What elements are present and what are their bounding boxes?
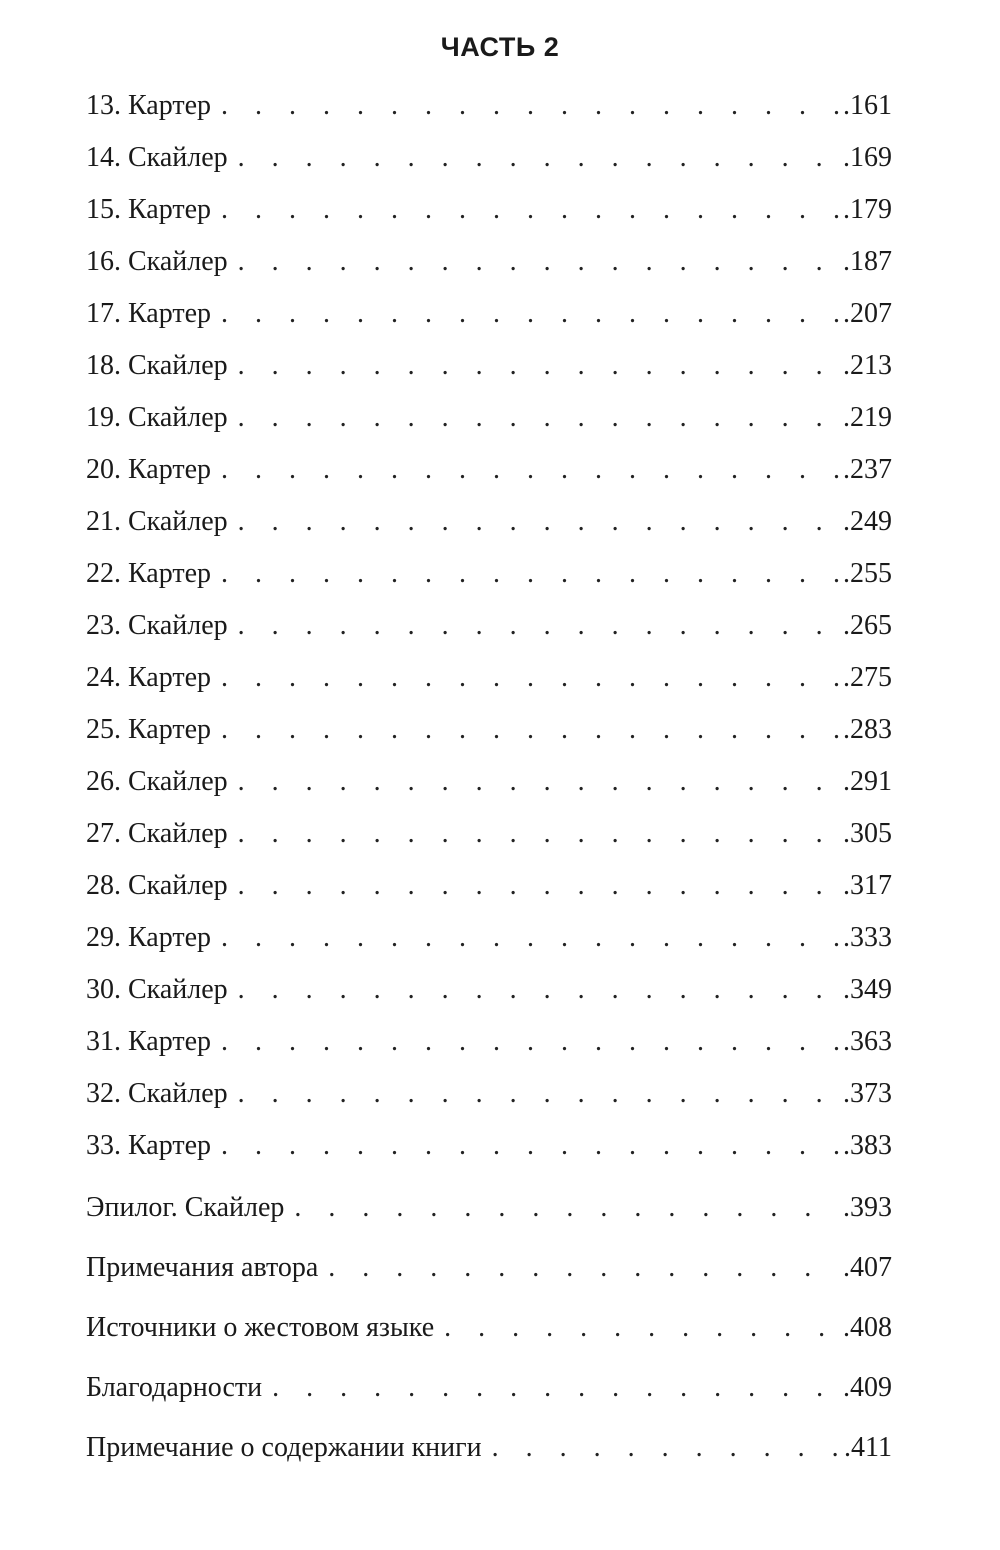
entry-page: .187	[843, 246, 892, 277]
toc-entry[interactable]	[86, 652, 892, 704]
entry-page: .249	[843, 506, 892, 537]
entry-title: 14. Скайлер	[86, 142, 228, 173]
entry-title: 33. Картер	[86, 1130, 212, 1161]
entry-page: .213	[843, 350, 892, 381]
entry-page: .237	[843, 454, 892, 485]
entry-title: 29. Картер	[86, 922, 212, 953]
entry-page: .265	[843, 610, 892, 641]
toc-entry[interactable]	[86, 704, 892, 756]
table-of-contents	[86, 80, 892, 1478]
entry-page: .255	[843, 558, 892, 589]
dot-leader	[238, 496, 839, 548]
dot-leader	[444, 1298, 839, 1358]
toc-entry[interactable]	[86, 548, 892, 600]
toc-entry[interactable]	[86, 1120, 892, 1172]
dot-leader	[294, 1178, 839, 1238]
toc-entry[interactable]	[86, 288, 892, 340]
entry-title: 19. Скайлер	[86, 402, 228, 433]
dot-leader	[238, 756, 839, 808]
dot-leader	[221, 444, 839, 496]
entry-title: 28. Скайлер	[86, 870, 228, 901]
toc-entry[interactable]	[86, 912, 892, 964]
toc-entry[interactable]	[86, 808, 892, 860]
entry-title: Эпилог. Скайлер	[86, 1192, 285, 1223]
dot-leader	[221, 1016, 839, 1068]
dot-leader	[238, 1068, 839, 1120]
entry-page: .383	[843, 1130, 892, 1161]
toc-entry[interactable]	[86, 392, 892, 444]
toc-extra-entry[interactable]	[86, 1418, 892, 1478]
entry-page: .179	[843, 194, 892, 225]
entry-title: 18. Скайлер	[86, 350, 228, 381]
entry-page: .305	[843, 818, 892, 849]
dot-leader	[221, 912, 839, 964]
dot-leader	[238, 132, 839, 184]
toc-extra-entry[interactable]	[86, 1298, 892, 1358]
toc-entry[interactable]	[86, 600, 892, 652]
dot-leader	[238, 600, 839, 652]
entry-title: Примечание о содержании книги	[86, 1432, 482, 1463]
dot-leader	[238, 860, 839, 912]
entry-page: .291	[843, 766, 892, 797]
toc-entry[interactable]	[86, 1016, 892, 1068]
entry-page: .409	[843, 1372, 892, 1403]
dot-leader	[221, 288, 839, 340]
dot-leader	[492, 1418, 840, 1478]
dot-leader	[238, 340, 839, 392]
entry-page: .393	[843, 1192, 892, 1223]
dot-leader	[221, 548, 839, 600]
toc-entry[interactable]	[86, 1068, 892, 1120]
entry-page: .169	[843, 142, 892, 173]
dot-leader	[272, 1358, 839, 1418]
toc-entry[interactable]	[86, 132, 892, 184]
entry-page: .161	[843, 90, 892, 121]
toc-entry[interactable]	[86, 496, 892, 548]
entry-title: 26. Скайлер	[86, 766, 228, 797]
entry-title: 24. Картер	[86, 662, 212, 693]
toc-entry[interactable]	[86, 964, 892, 1016]
toc-entry[interactable]	[86, 860, 892, 912]
entry-title: 27. Скайлер	[86, 818, 228, 849]
entry-page: .333	[843, 922, 892, 953]
dot-leader	[221, 1120, 839, 1172]
entry-page: .349	[843, 974, 892, 1005]
entry-title: 15. Картер	[86, 194, 212, 225]
entry-title: 25. Картер	[86, 714, 212, 745]
entry-title: 21. Скайлер	[86, 506, 228, 537]
entry-page: .363	[843, 1026, 892, 1057]
entry-title: 31. Картер	[86, 1026, 212, 1057]
entry-title: 23. Скайлер	[86, 610, 228, 641]
dot-leader	[238, 236, 839, 288]
part-title: ЧАСТЬ 2	[440, 32, 560, 62]
toc-entry[interactable]	[86, 340, 892, 392]
entry-page: .283	[843, 714, 892, 745]
dot-leader	[238, 808, 839, 860]
entry-title: 32. Скайлер	[86, 1078, 228, 1109]
toc-extra-entry[interactable]	[86, 1358, 892, 1418]
entry-page: .219	[843, 402, 892, 433]
entry-title: 16. Скайлер	[86, 246, 228, 277]
entry-page: .275	[843, 662, 892, 693]
entry-title: 17. Картер	[86, 298, 212, 329]
entry-title: Примечания автора	[86, 1252, 319, 1283]
entry-page: .408	[843, 1312, 892, 1343]
entry-title: Благодарности	[86, 1372, 263, 1403]
dot-leader	[221, 652, 839, 704]
toc-extra-entry[interactable]	[86, 1178, 892, 1238]
entry-title: 30. Скайлер	[86, 974, 228, 1005]
toc-entry[interactable]	[86, 184, 892, 236]
entry-title: Источники о жестовом языке	[86, 1312, 435, 1343]
entry-page: .407	[843, 1252, 892, 1283]
entry-title: 22. Картер	[86, 558, 212, 589]
toc-extra-entry[interactable]	[86, 1238, 892, 1298]
toc-entry[interactable]	[86, 444, 892, 496]
entry-page: .373	[843, 1078, 892, 1109]
entry-title: 13. Картер	[86, 90, 212, 121]
dot-leader	[221, 184, 839, 236]
dot-leader	[238, 392, 839, 444]
entry-page: .411	[844, 1432, 892, 1463]
entry-page: .317	[843, 870, 892, 901]
dot-leader	[221, 704, 839, 756]
dot-leader	[328, 1238, 839, 1298]
toc-entry[interactable]	[86, 236, 892, 288]
entry-page: .207	[843, 298, 892, 329]
toc-entry[interactable]	[86, 756, 892, 808]
toc-entry[interactable]	[86, 80, 892, 132]
dot-leader	[238, 964, 839, 1016]
entry-title: 20. Картер	[86, 454, 212, 485]
dot-leader	[221, 80, 839, 132]
